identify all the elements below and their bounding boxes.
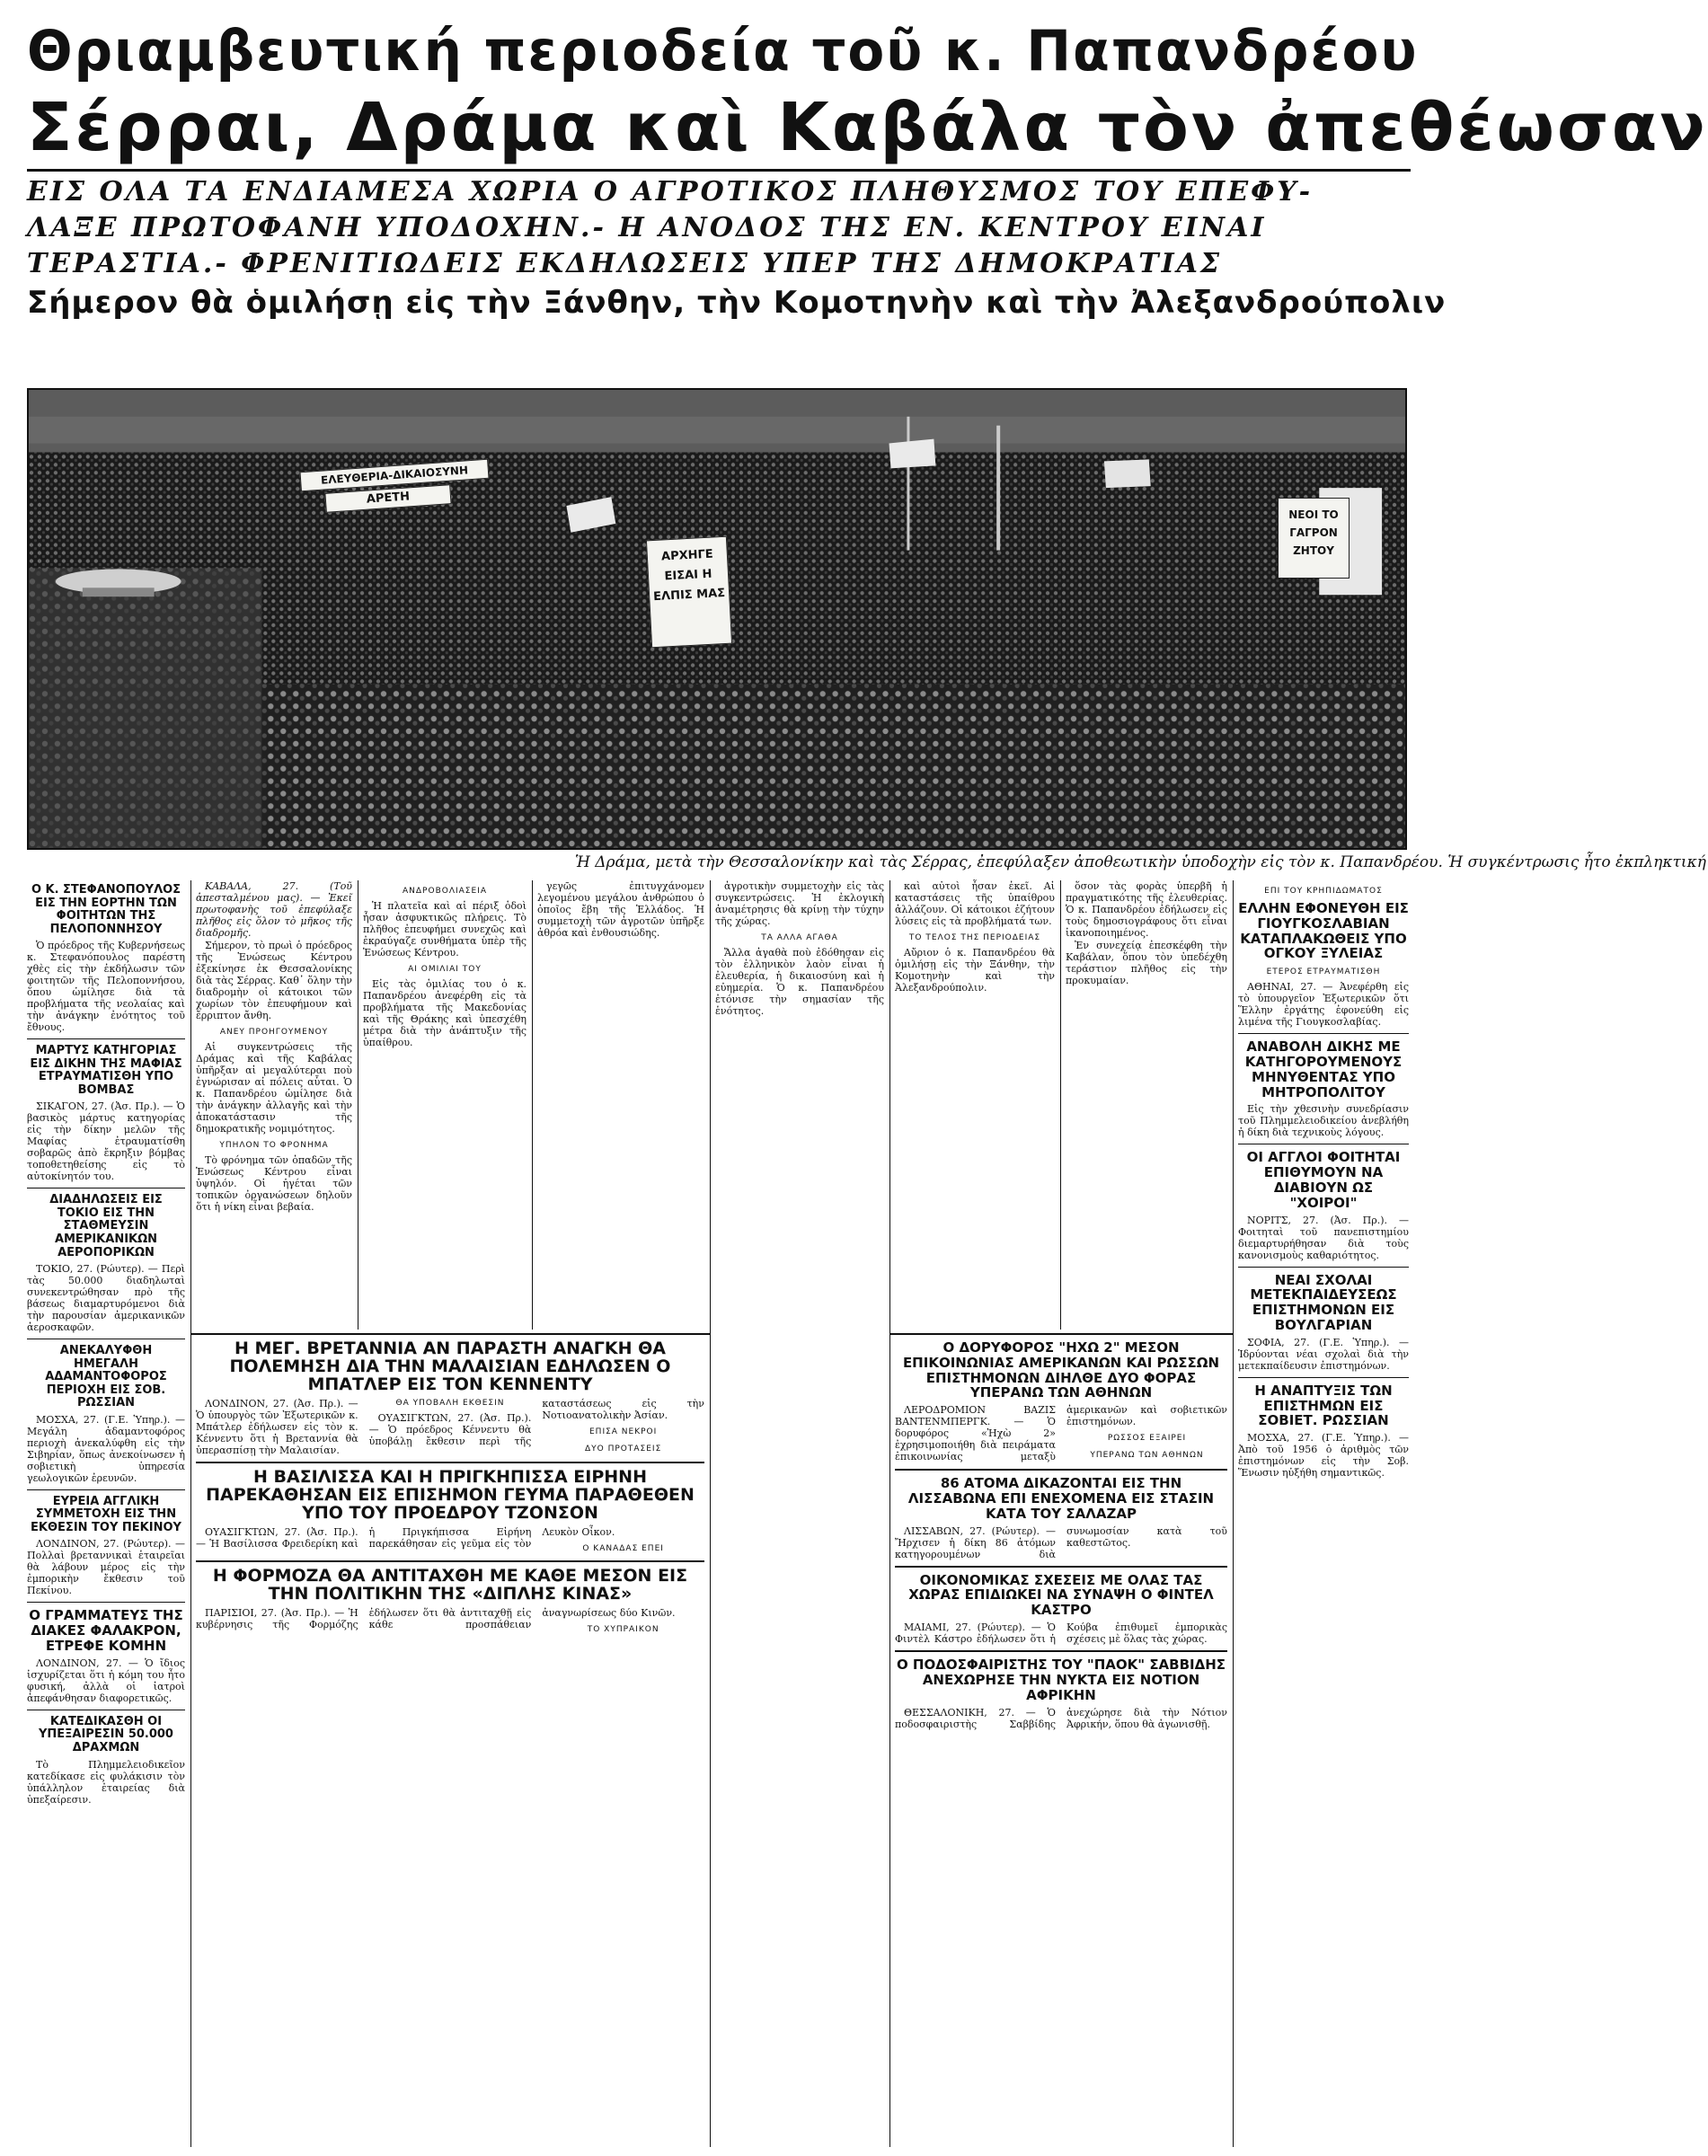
article-body: Τὸ φρόνημα τῶν ὀπαδῶν τῆς Ἑνώσεως Κέντρου εἶναι ὑψηλόν. Οἱ ἡγέται τῶν τοπικῶν ὀργανώσεων δηλοῦν ὅτι ἡ νίκη εἶναι βεβαία. xyxy=(196,1154,352,1213)
article-title: ΑΝΕΚΑΛΥΦΘΗ ΗΜΕΓΑΛΗ ΑΔΑΜΑΝΤΟΦΟΡΟΣ ΠΕΡΙΟΧΗ ΕΙΣ ΣΟΒ. ΡΩΣΣΙΑΝ xyxy=(45,1344,167,1410)
article-body: ΘΕΣΣΑΛΟΝΙΚΗ, 27. — Ὁ ποδοσφαιριστὴς Σαββίδης ἀνεχώρησε διὰ τὴν Νότιον Ἀφρικήν, ὅπου θὰ ἀγωνισθῇ. xyxy=(895,1706,1227,1730)
article-body: ΠΑΡΙΣΙΟΙ, 27. (Ἀσ. Πρ.). — Ἡ κυβέρνησις τῆς Φορμόζης ἐδήλωσεν ὅτι θὰ ἀντιταχθῇ εἰς κάθε προσπάθειαν ἀναγνωρίσεως δύο Κινῶν. xyxy=(196,1606,676,1630)
column-5 xyxy=(715,880,884,1330)
article-body: ΛΙΣΣΑΒΩΝ, 27. (Ρώυτερ). — Ἤρχισεν ἡ δίκη 86 ἀτόμων κατηγορουμένων διὰ συνωμοσίαν κατὰ τοῦ καθεστῶτος. xyxy=(895,1524,1227,1560)
column-7 xyxy=(1066,880,1227,1330)
article-title: Η ΦΟΡΜΟΖΑ ΘΑ ΑΝΤΙΤΑΧΘΗ ΜΕ ΚΑΘΕ ΜΕΣΟΝ ΕΙΣ ΤΗΝ ΠΟΛΙΤΙΚΗΝ ΤΗΣ «ΔΙΠΛΗΣ ΚΙΝΑΣ» xyxy=(212,1565,688,1604)
article-title: Ο ΓΡΑΜΜΑΤΕΥΣ ΤΗΣ ΔΙΑΚΕΣ ΦΑΛΑΚΡΟΝ, ΕΤΡΕΦΕ ΚΟΜΗΝ xyxy=(29,1607,183,1655)
photo-caption: Ἡ Δράμα, μετὰ τὴν Θεσσαλονίκην καὶ τὰς Σέρρας, ἐπεφύλαξεν ἀποθεωτικὴν ὑποδοχὴν εἰς τὸν κ. Παπανδρέου. Ἡ συγκέντρωσις ἦτο ἐκπληκτική xyxy=(575,853,1706,871)
article-body: ΜΟΣΧΑ, 27. (Γ.Ε. Ὑπηρ.). — Ἀπὸ τοῦ 1956 ὁ ἀριθμὸς τῶν ἐπιστημόνων εἰς τὴν Σοβ. Ἕνωσιν ηὐξήθη σημαντικῶς. xyxy=(1238,1432,1409,1480)
article-body: ΜΑΙΑΜΙ, 27. (Ρώυτερ). — Ὁ Φιντὲλ Κάστρο ἐδήλωσεν ὅτι ἡ Κούβα ἐπιθυμεῖ ἐμπορικὰς σχέσεις μὲ ὅλας τὰς χώρας. xyxy=(895,1621,1227,1645)
subheading: ΘΑ ΥΠΟΒΑΛΗ ΕΚΘΕΣΙΝ xyxy=(395,1398,505,1408)
article-body: ΑΘΗΝΑΙ, 27. — Ἀνεφέρθη εἰς τὸ ὑπουργεῖον Ἐξωτερικῶν ὅτι Ἕλλην ἐργάτης ἐφονεύθη εἰς λιμένα τῆς Γιουγκοσλαβίας. xyxy=(1238,981,1409,1029)
article-title: ΔΙΑΔΗΛΩΣΕΙΣ ΕΙΣ ΤΟΚΙΟ ΕΙΣ ΤΗΝ ΣΤΑΘΜΕΥΣΙΝ ΑΜΕΡΙΚΑΝΙΚΩΝ ΑΕΡΟΠΟΡΙΚΩΝ xyxy=(49,1193,163,1259)
article-title: Ο Κ. ΣΤΕΦΑΝΟΠΟΥΛΟΣ ΕΙΣ ΤΗΝ ΕΟΡΤΗΝ ΤΩΝ ΦΟΙΤΗΤΩΝ ΤΗΣ ΠΕΛΟΠΟΝΝΗΣΟΥ xyxy=(31,883,181,936)
banner-leader: ΑΡΧΗΓΕ ΕΙΣΑΙ Η ΕΛΠΙΣ ΜΑΣ xyxy=(646,536,732,649)
article-body: ΤΟΚΙΟ, 27. (Ρώυτερ). — Περὶ τὰς 50.000 διαδηλωταὶ συνεκεντρώθησαν πρὸ τῆς βάσεως διαμαρτυρόμενοι διὰ τὴν παρουσίαν ἀμερικανικῶν ἀεροσκαφῶν. xyxy=(27,1263,185,1334)
column-6 xyxy=(895,880,1055,1330)
article-body: ΛΕΡΟΔΡΟΜΙΟΝ ΒΑΖΙΣ ΒΑΝΤΕΝΜΠΕΡΓΚ. — Ὁ δορυφόρος «Ἠχὼ 2» ἐχρησιμοποιήθη διὰ πειράματα ἐπικοινωνίας μεταξὺ ἀμερικανῶν καὶ σοβιετικῶν ἐπιστημόνων. xyxy=(895,1404,1227,1463)
article-body: Εἰς τὴν χθεσινὴν συνεδρίασιν τοῦ Πλημμελειοδικείου ἀνεβλήθη ἡ δίκη διὰ τεχνικοὺς λόγους. xyxy=(1238,1103,1409,1139)
dateline: ΚΑΒΑΛΑ, 27. (Τοῦ ἀπεσταλμένου μας). — Ἐκεῖ πρωτοφανὴς τοῦ ἐπεφύλαξε πλῆθος εἰς ὅλον τὸ μῆκος τῆς διαδρομῆς. xyxy=(196,880,352,939)
subheading: ΕΤΕΡΟΣ ΕΤΡΑΥΜΑΤΙΣΘΗ xyxy=(1266,968,1381,977)
article-body: Ὁ πρόεδρος τῆς Κυβερνήσεως κ. Στεφανόπουλος παρέστη χθὲς εἰς τὴν ἐκδήλωσιν τῶν φοιτητῶν τῆς Πελοποννήσου, ὅπου ὡμίλησε διὰ τὰ προβλήματα τῆς νεολαίας καὶ τὴν ἀνάγκην ἐνότητος τοῦ ἔθνους. xyxy=(27,940,185,1034)
column-2 xyxy=(196,880,352,1330)
subheading: ΑΙ ΟΜΙΛΙΑΙ ΤΟΥ xyxy=(408,965,482,974)
banner-youth: ΝΕΟΙ ΤΟ ΓΑΓΡΟΝ ΖΗΤΟΥ xyxy=(1278,498,1350,579)
banner-virtue: ΑΡΕΤΗ xyxy=(324,484,451,513)
article-body: Ἄλλα ἀγαθὰ ποὺ ἐδόθησαν εἰς τὸν ἑλληνικὸν λαὸν εἶναι ἡ ἐλευθερία, ἡ δικαιοσύνη καὶ ἡ εὐημερία. Ὁ κ. Παπανδρέου ἐτόνισε τὴν σημασίαν τῆς ἑνότητος. xyxy=(715,947,884,1017)
article-title: ΕΥΡΕΙΑ ΑΓΓΛΙΚΗ ΣΥΜΜΕΤΟΧΗ ΕΙΣ ΤΗΝ ΕΚΘΕΣΙΝ ΤΟΥ ΠΕΚΙΝΟΥ xyxy=(31,1494,181,1534)
article-title: ΟΙ ΑΓΓΛΟΙ ΦΟΙΤΗΤΑΙ ΕΠΙΘΥΜΟΥΝ ΝΑ ΔΙΑΒΙΟΥΝ ΩΣ "ΧΟΙΡΟΙ" xyxy=(1246,1149,1401,1211)
today-headline: Σήμερον θὰ ὁμιλήσῃ εἰς τὴν Ξάνθην, τὴν Κομοτηνὴν καὶ τὴν Ἀλεξανδρούπολιν xyxy=(27,285,1447,321)
article-body: ΝΟΡΙΤΣ, 27. (Ἀσ. Πρ.). — Φοιτηταὶ τοῦ πανεπιστημίου διεμαρτυρήθησαν διὰ τοὺς κανονισμοὺς καθαριότητος. xyxy=(1238,1214,1409,1261)
column-3 xyxy=(363,880,527,1330)
article-body: γεγῶς ἐπιτυγχάνομεν λεγομένου μεγάλου ἀνθρώπου ὁ ὁποῖος ἔβη τῆς Ἑλλάδος. Ἡ συμμετοχὴ τῶν ἀγροτῶν ὑπῆρξε ἀθρόα καὶ ἐνθουσιώδης. xyxy=(537,880,704,939)
subhead-line-3: ΤΕΡΑΣΤΙΑ.- ΦΡΕΝΙΤΙΩΔΕΙΣ ΕΚΔΗΛΩΣΕΙΣ ΥΠΕΡ ΤΗΣ ΔΗΜΟΚΡΑΤΙΑΣ xyxy=(27,248,1223,279)
subheading: ΤΟ ΤΕΛΟΣ ΤΗΣ ΠΕΡΙΟΔΕΙΑΣ xyxy=(908,933,1041,942)
article-title: 86 ΑΤΟΜΑ ΔΙΚΑΖΟΝΤΑΙ ΕΙΣ ΤΗΝ ΛΙΣΣΑΒΩΝΑ ΕΠΙ ΕΝΕΧΟΜΕΝΑ ΕΙΣ ΣΤΑΣΙΝ ΚΑΤΑ ΤΟΥ ΣΑΛΑΖΑΡ xyxy=(907,1475,1215,1522)
column-8 xyxy=(1238,880,1409,2147)
subheading: ΤΟ ΧΥΠΡΑΙΚΟΝ xyxy=(587,1624,659,1634)
article-body: ΛΟΝΔΙΝΟΝ, 27. (Ρώυτερ). — Πολλαὶ βρεταννικαὶ ἑταιρεῖαι θὰ λάβουν μέρος εἰς τὴν ἐμπορικὴν ἔκθεσιν τοῦ Πεκίνου. xyxy=(27,1538,185,1597)
article-body: Αὔριον ὁ κ. Παπανδρέου θὰ ὁμιλήσῃ εἰς τὴν Ξάνθην, τὴν Κομοτηνὴν καὶ τὴν Ἀλεξανδρούπολιν. xyxy=(895,947,1055,994)
article-title: ΟΙΚΟΝΟΜΙΚΑΣ ΣΧΕΣΕΙΣ ΜΕ ΟΛΑΣ ΤΑΣ ΧΩΡΑΣ ΕΠΙΔΙΩΚΕΙ ΝΑ ΣΥΝΑΨΗ Ο ΦΙΝΤΕΛ ΚΑΣΤΡΟ xyxy=(908,1571,1214,1619)
article-body: Ἐν συνεχείᾳ ἐπεσκέφθη τὴν Καβάλαν, ὅπου τὸν ὑπεδέχθη τεράστιον πλῆθος εἰς τὴν προκυμαίαν. xyxy=(1066,940,1227,986)
subheading: Ο ΚΑΝΑΔΑΣ ΕΠΕΙ xyxy=(582,1543,664,1553)
article-title: ΕΛΛΗΝ ΕΦΟΝΕΥΘΗ ΕΙΣ ΓΙΟΥΓΚΟΣΛΑΒΙΑΝ ΚΑΤΑΠΛΑΚΩΘΕΙΣ ΥΠΟ ΟΓΚΟΥ ΞΥΛΕΙΑΣ xyxy=(1238,900,1409,962)
article-title: ΝΕΑΙ ΣΧΟΛΑΙ ΜΕΤΕΚΠΑΙΔΕΥΣΕΩΣ ΕΠΙΣΤΗΜΟΝΩΝ ΕΙΣ ΒΟΥΛΓΑΡΙΑΝ xyxy=(1250,1271,1397,1333)
article-body: Ἡ πλατεῖα καὶ αἱ πέριξ ὁδοὶ ἦσαν ἀσφυκτικῶς πλήρεις. Τὸ πλῆθος ἐπευφήμει συνεχῶς καὶ ἐκραύγαζε συνθήματα ὑπὲρ τῆς Ἑνώσεως Κέντρου. xyxy=(363,900,527,959)
main-headline: Θριαμβευτική περιοδεία τοῦ κ. Παπανδρέου xyxy=(27,18,1419,84)
article-body: Αἱ συγκεντρώσεις τῆς Δράμας καὶ τῆς Καβάλας ὑπῆρξαν αἱ μεγαλύτεραι ποὺ ἐγνώρισαν αἱ πόλεις αὗται. Ὁ κ. Παπανδρέου ὡμίλησε διὰ τὴν ἀνάγκην ἀλλαγῆς καὶ τὴν ἀποκατάστασιν τῆς δημοκρατικῆς νομιμότητος. xyxy=(196,1041,352,1135)
article-title: Η ΜΕΓ. ΒΡΕΤΑΝΝΙΑ ΑΝ ΠΑΡΑΣΤΗ ΑΝΑΓΚΗ ΘΑ ΠΟΛΕΜΗΣΗ ΔΙΑ ΤΗΝ ΜΑΛΑΙΣΙΑΝ ΕΔΗΛΩΣΕΝ Ο ΜΠΑΤΛΕΡ ΕΙΣ ΤΟΝ ΚΕΝΝΕΝΤΥ xyxy=(229,1339,671,1394)
article-body: ΛΟΝΔΙΝΟΝ, 27. (Ἀσ. Πρ.). — Ὁ ὑπουργὸς τῶν Ἐξωτερικῶν κ. Μπάτλερ ἐδήλωσεν εἰς τὸν κ. Κέννεντυ ὅτι ἡ Βρεταννία θὰ ὑπερασπίσῃ τὴν Μαλαισίαν. xyxy=(196,1397,358,1456)
crowd-photo xyxy=(27,388,1407,850)
article-body: Εἰς τὰς ὁμιλίας του ὁ κ. Παπανδρέου ἀνεφέρθη εἰς τὰ προβλήματα τῆς Μακεδονίας καὶ τῆς Θράκης καὶ ὑπεσχέθη μέτρα διὰ τὴν ἀνάπτυξιν τῆς ὑπαίθρου. xyxy=(363,978,527,1048)
subheading: ΤΑ ΑΛΛΑ ΑΓΑΘΑ xyxy=(761,933,838,942)
article-body: ὅσον τὰς φορὰς ὑπερβῆ ἡ πραγματικότης τῆς ἐλευθερίας. Ὁ κ. Παπανδρέου ἐδήλωσεν εἰς τοὺς δημοσιογράφους ὅτι εἶναι ἱκανοποιημένος. xyxy=(1066,880,1227,939)
article-body: καὶ αὐτοὶ ἦσαν ἐκεῖ. Αἱ καταστάσεις τῆς ὑπαίθρου ἀλλάζουν. Οἱ κάτοικοι ἐζήτουν λύσεις εἰς τὰ προβλήματά των. xyxy=(895,880,1055,927)
subhead-line-2: ΛΑΞΕ ΠΡΩΤΟΦΑΝΗ ΥΠΟΔΟΧΗΝ.- Η ΑΝΟΔΟΣ ΤΗΣ ΕΝ. ΚΕΝΤΡΟΥ ΕΙΝΑΙ xyxy=(27,212,1267,243)
article-body: Τὸ Πλημμελειοδικεῖον κατεδίκασε εἰς φυλάκισιν τὸν ὑπάλληλον ἐταιρείας διὰ ὑπεξαίρεσιν. xyxy=(27,1758,185,1806)
article-title: ΑΝΑΒΟΛΗ ΔΙΚΗΣ ΜΕ ΚΑΤΗΓΟΡΟΥΜΕΝΟΥΣ ΜΗΝΥΘΕΝΤΑΣ ΥΠΟ ΜΗΤΡΟΠΟΛΙΤΟΥ xyxy=(1244,1038,1403,1100)
article-title: ΜΑΡΤΥΣ ΚΑΤΗΓΟΡΙΑΣ ΕΙΣ ΔΙΚΗΝ ΤΗΣ ΜΑΦΙΑΣ ΕΤΡΑΥΜΑΤΙΣΘΗ ΥΠΟ ΒΟΜΒΑΣ xyxy=(30,1044,182,1097)
article-body: Σήμερον, τὸ πρωὶ ὁ πρόεδρος τῆς Ἑνώσεως Κέντρου ἐξεκίνησε ἐκ Θεσσαλονίκης διὰ τὰς Σέρρας. Καθ᾽ ὅλην τὴν διαδρομὴν οἱ κάτοικοι τῶν χωρίων τὸν ἐπευφήμουν καὶ ἔρριπτον ἄνθη. xyxy=(196,940,352,1021)
subhead-line-1: ΕΙΣ ΟΛΑ ΤΑ ΕΝΔΙΑΜΕΣΑ ΧΩΡΙΑ Ο ΑΓΡΟΤΙΚΟΣ ΠΛΗΘΥΣΜΟΣ ΤΟΥ ΕΠΕΦΥ- xyxy=(27,176,1314,208)
article-title: Η ΒΑΣΙΛΙΣΣΑ ΚΑΙ Η ΠΡΙΓΚΗΠΙΣΣΑ ΕΙΡΗΝΗ ΠΑΡΕΚΑΘΗΣΑΝ ΕΙΣ ΕΠΙΣΗΜΟΝ ΓΕΥΜΑ ΠΑΡΑΘΕΘΕΝ ΥΠΟ ΤΟΥ ΠΡΟΕΔΡΟΥ ΤΖΟΝΣΟΝ xyxy=(206,1466,695,1523)
column-4 xyxy=(537,880,704,1330)
article-title: Η ΑΝΑΠΤΥΞΙΣ ΤΩΝ ΕΠΙΣΤΗΜΩΝ ΕΙΣ ΣΟΒΙΕΤ. ΡΩΣΣΙΑΝ xyxy=(1254,1382,1393,1429)
article-body: ΟΥΑΣΙΓΚΤΩΝ, 27. (Ἀσ. Πρ.). — Ὁ πρόεδρος Κέννεντυ θὰ ὑποβάλῃ ἔκθεσιν περὶ τῆς καταστάσεως εἰς τὴν Νοτιοανατολικὴν Ἀσίαν. xyxy=(368,1397,704,1447)
article-body: ΣΟΦΙΑ, 27. (Γ.Ε. Ὑπηρ.). — Ἱδρύονται νέαι σχολαὶ διὰ τὴν μετεκπαίδευσιν ἐπιστημόνων. xyxy=(1238,1336,1409,1372)
subheading: ΡΩΣΣΟΣ ΕΞΑΙΡΕΙ xyxy=(1107,1434,1187,1444)
article-body: ΜΟΣΧΑ, 27. (Γ.Ε. Ὑπηρ.). — Μεγάλη ἀδαμαντοφόρος περιοχὴ ἀνεκαλύφθη εἰς τὴν Σιβηρίαν, ὅπως ἀνεκοίνωσεν ἡ σοβιετικὴ ὑπηρεσία γεωλογικῶν ἐρευνῶν. xyxy=(27,1413,185,1484)
satellite-article xyxy=(895,1337,1227,2145)
article-body: ἀγροτικὴν συμμετοχὴν εἰς τὰς συγκεντρώσεις. Ἡ ἐκλογικὴ ἀναμέτρησις θὰ κρίνῃ τὴν τύχην τῆς χώρας. xyxy=(715,880,884,927)
subheading: ΑΝΕΥ ΠΡΟΗΓΟΥΜΕΝΟΥ xyxy=(219,1028,329,1037)
second-headline: Σέρραι, Δράμα καὶ Καβάλα τὸν ἀπεθέωσαν xyxy=(27,86,1411,172)
subheading: ΑΝΔΡΟΒΟΛΙΑΣΕΙΑ xyxy=(403,887,487,896)
article-body: ΣΙΚΑΓΟΝ, 27. (Ἀσ. Πρ.). — Ὁ βασικὸς μάρτυς κατηγορίας εἰς τὴν δίκην μελῶν τῆς Μαφίας ἐτραυματίσθη σοβαρῶς ἀπὸ ἔκρηξιν βόμβας τοποθετηθείσης εἰς τὸ αὐτοκίνητόν του. xyxy=(27,1100,185,1183)
section-label: ΕΠΙ ΤΟΥ ΚΡΗΠΙΔΩΜΑΤΟΣ xyxy=(1264,887,1383,896)
article-title: ΚΑΤΕΔΙΚΑΣΘΗ ΟΙ ΥΠΕΞΑΙΡΕΣΙΝ 50.000 ΔΡΑΧΜΩΝ xyxy=(39,1714,173,1754)
subheading: ΕΠΙΣΑ ΝΕΚΡΟΙ xyxy=(589,1427,658,1436)
article-body: ΛΟΝΔΙΝΟΝ, 27. — Ὁ ἴδιος ἰσχυρίζεται ὅτι ἡ κόμη του ἦτο φυσική, ἀλλὰ οἱ ἰατροὶ ἀπεφάνθησαν διαφορετικῶς. xyxy=(27,1657,185,1704)
article-title: Ο ΠΟΔΟΣΦΑΙΡΙΣΤΗΣ ΤΟΥ "ΠΑΟΚ" ΣΑΒΒΙΔΗΣ ΑΝΕΧΩΡΗΣΕ ΤΗΝ ΝΥΚΤΑ ΕΙΣ ΝΟΤΙΟΝ ΑΦΡΙΚΗΝ xyxy=(896,1657,1226,1704)
banner-freedom: ΕΛΕΥΘΕΡΙΑ-ΔΙΚΑΙΟΣΥΝΗ xyxy=(299,459,489,492)
article-title: Ο ΔΟΡΥΦΟΡΟΣ "ΗΧΩ 2" ΜΕΣΟΝ ΕΠΙΚΟΙΝΩΝΙΑΣ ΑΜΕΡΙΚΑΝΩΝ ΚΑΙ ΡΩΣΣΩΝ ΕΠΙΣΤΗΜΟΝΩΝ ΔΙΗΛΘΕ ΔΥΟ ΦΟΡΑΣ ΥΠΕΡΑΝΩ ΤΩΝ ΑΘΗΝΩΝ xyxy=(902,1339,1220,1401)
subheading: ΔΥΟ ΠΡΟΤΑΣΕΙΣ xyxy=(585,1444,662,1454)
subheading: ΥΠΗΛΟΝ ΤΟ ΦΡΟΝΗΜΑ xyxy=(219,1141,329,1150)
article-body: ΟΥΑΣΙΓΚΤΩΝ, 27. (Ἀσ. Πρ.). — Ἡ Βασίλισσα Φρειδερίκη καὶ ἡ Πριγκήπισσα Εἰρήνη παρεκάθησαν εἰς γεῦμα εἰς τὸν Λευκὸν Οἶκον. xyxy=(196,1525,615,1550)
uk-malaysia-article xyxy=(196,1337,704,2145)
subheading: ΥΠΕΡΑΝΩ ΤΩΝ ΑΘΗΝΩΝ xyxy=(1090,1451,1204,1461)
column-1 xyxy=(27,880,185,2147)
